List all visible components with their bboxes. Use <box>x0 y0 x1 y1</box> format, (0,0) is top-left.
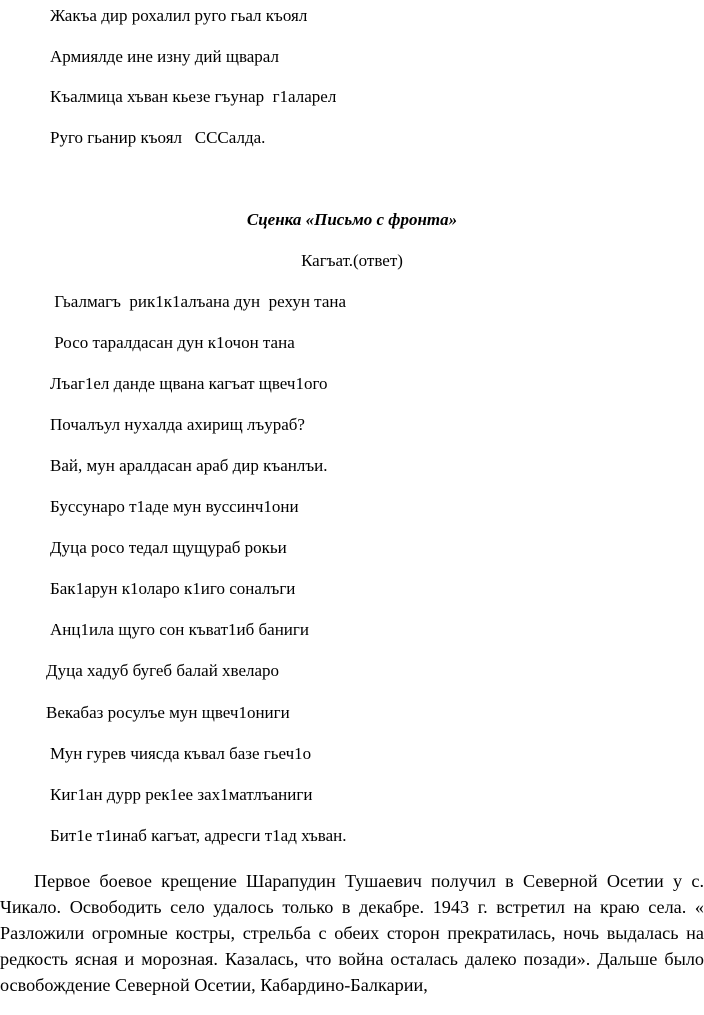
poem-letter-line-5: Вай, мун аралдасан араб дир къанлъи. <box>50 456 328 475</box>
poem-letter-line-7: Дуца росо тедал щущураб рокьи <box>50 538 287 557</box>
scene-subtitle: Кагъат.(ответ) <box>301 251 403 270</box>
poem-top-line-4: Руго гьанир къоял СССалда. <box>50 128 266 147</box>
scene-title: Сценка «Письмо с фронта» <box>246 210 458 229</box>
poem-letter-line-3: Лъаг1ел данде щвана кагъат щвеч1ого <box>50 374 328 393</box>
poem-letter-line-4: Почалъул нухалда ахирищ лъураб? <box>50 415 305 434</box>
poem-letter-line-8: Бак1арун к1оларо к1иго соналъги <box>50 579 296 598</box>
poem-letter-line-2: Росо таралдасан дун к1очон тана <box>50 333 295 352</box>
prose-paragraph: Первое боевое крещение Шарапудин Тушаевич получил в Северной Осетии у с. Чикало. Освободить село удалось только в декабре. 1943 г. встретил на краю села. « Разложили огромные костры, стрельба с обеих сторон прекратилась, ночь выдалась на редкость ясная и морозная. Казалась, что война осталась далеко позади». Дальше было освобождение Северной Осетии, Кабардино-Балкарии, <box>0 871 704 995</box>
poem-letter-line-14: Бит1е т1инаб кагъат, адресги т1ад хъван. <box>50 826 347 845</box>
poem-letter-line-13: Киг1ан дурр рек1ее зах1матлъаниги <box>50 785 313 804</box>
poem-letter-line-1: Гьалмагъ рик1к1алъана дун рехун тана <box>50 292 347 311</box>
poem-top-line-3: Къалмица хъван кьезе гъунар г1аларел <box>50 87 337 106</box>
poem-top-line-2: Армиялде ине изну дий щварал <box>50 47 279 66</box>
poem-letter-line-10: Дуца хадуб бугеб балай хвеларо <box>46 661 280 680</box>
poem-letter-line-11: Векабаз росулъе мун щвеч1ониги <box>46 703 290 722</box>
poem-top-line-1: Жакъа дир рохалил руго гьал къоял <box>50 6 308 25</box>
poem-letter-line-6: Буссунаро т1аде мун вуссинч1они <box>50 497 299 516</box>
poem-letter-line-9: Анц1ила щуго сон къват1иб баниги <box>50 620 309 639</box>
poem-letter-line-12: Мун гурев чиясда къвал базе гьеч1о <box>50 744 312 763</box>
